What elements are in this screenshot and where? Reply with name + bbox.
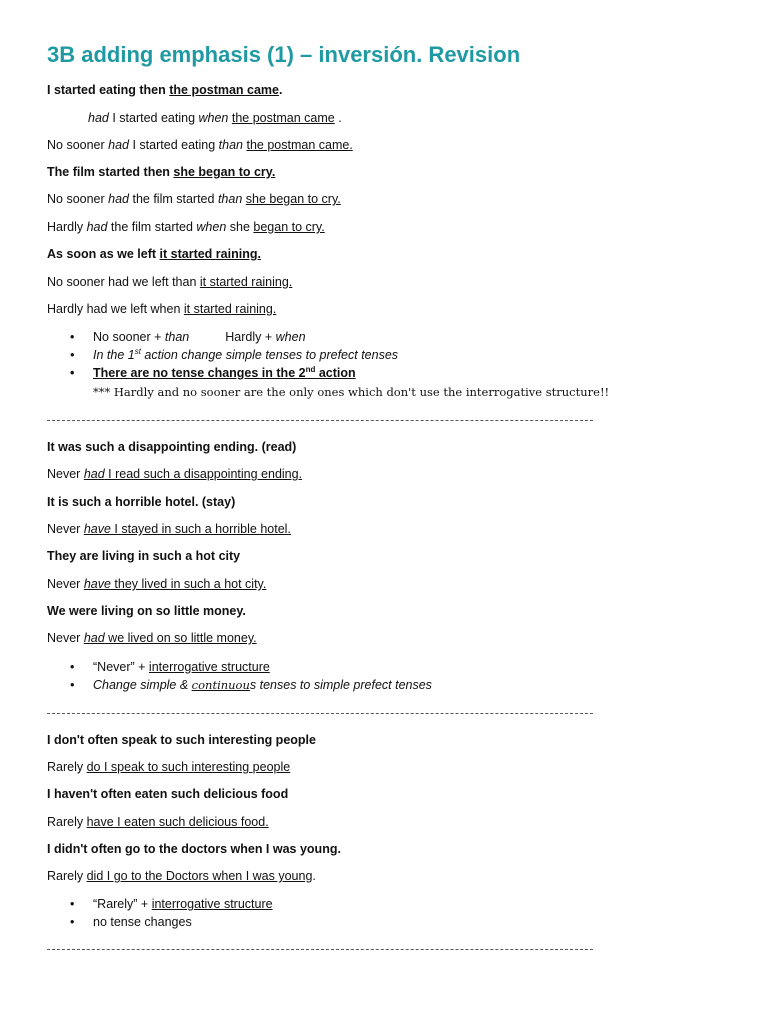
text: Never [47, 467, 84, 481]
bullet-item [70, 659, 270, 675]
italic-text: than [217, 192, 243, 206]
sentence: I don't often speak to such interesting people [47, 733, 316, 747]
italic-text: had [86, 220, 108, 234]
bullet-item [70, 365, 356, 381]
text: As soon as we left [47, 247, 160, 261]
note: *** Hardly and no sooner are the only ones which don't use the interrogative structure!! [93, 385, 610, 399]
underlined-text: the postman came [231, 111, 335, 125]
sentence: It is such a horrible hotel. (stay) [47, 495, 236, 509]
sentence [47, 814, 269, 830]
sentence [47, 521, 291, 537]
sentence: They are living in such a hot city [47, 549, 241, 563]
underlined-text: continuou [191, 678, 250, 692]
italic-text: when [275, 330, 306, 344]
bullet-icon: • [70, 678, 75, 692]
text: Hardly [47, 220, 87, 234]
sentence [47, 164, 275, 180]
sentence [88, 110, 342, 126]
sentence [47, 82, 283, 98]
underlined-text: did I go to the Doctors when I was young [86, 869, 313, 883]
bullet-icon: • [70, 915, 75, 929]
text: In the 1 [93, 348, 135, 362]
underlined-text: began to cry. [253, 220, 325, 234]
underlined-text: the postman came. [246, 138, 353, 152]
sentence [47, 274, 292, 290]
underlined-text: it started raining. [199, 275, 293, 289]
italic-text: had [83, 631, 105, 645]
page-title: 3B adding emphasis (1) – inversión. Revision [47, 42, 521, 67]
sentence: We were living on so little money. [47, 604, 246, 618]
bullet-icon: • [70, 897, 75, 911]
text: No sooner had we left than [47, 275, 200, 289]
underlined-text: interrogative structure [151, 897, 273, 911]
text: Never [47, 577, 84, 591]
underlined-text: it started raining. [183, 302, 277, 316]
sentence [47, 301, 276, 317]
text: Change simple & [93, 678, 192, 692]
text: Hardly had we left when [47, 302, 184, 316]
text: the film started [107, 220, 197, 234]
bullet-icon: • [70, 348, 75, 362]
sentence [47, 868, 316, 884]
dashed-divider [47, 949, 593, 950]
italic-text: had [88, 111, 109, 125]
sentence: I haven't often eaten such delicious food [47, 787, 289, 801]
underlined-text: we lived on so little money. [104, 631, 257, 645]
text: No sooner [47, 192, 109, 206]
text: No sooner [47, 138, 109, 152]
text: Rarely [47, 815, 87, 829]
dashed-divider [47, 420, 593, 421]
underlined-text: she began to cry. [245, 192, 341, 206]
text: . [334, 111, 342, 125]
sentence [47, 191, 341, 207]
underlined-text: she began to cry. [173, 165, 276, 179]
dashed-divider [47, 713, 593, 714]
underlined-text: have I eaten such delicious food. [86, 815, 269, 829]
superscript: st [134, 346, 141, 356]
text: s tenses to simple prefect tenses [249, 678, 432, 692]
underlined-text [93, 366, 356, 380]
text: action change simple tenses to prefect tenses [140, 348, 399, 362]
italic-text: when [198, 111, 229, 125]
sentence: I didn't often go to the doctors when I was young. [47, 842, 341, 856]
text: “Never” + [93, 660, 149, 674]
superscript: nd [305, 364, 316, 374]
sentence [47, 576, 266, 592]
sentence [47, 219, 325, 235]
text: action [315, 366, 356, 380]
text: . [312, 869, 316, 883]
text: she [226, 220, 254, 234]
text: There are no tense changes in the 2 [93, 366, 306, 380]
bullet-item [70, 914, 192, 930]
bullet-item [70, 347, 398, 363]
text: Rarely [47, 869, 87, 883]
bullet-icon: • [70, 660, 75, 674]
text: The film started then [47, 165, 174, 179]
sentence [47, 466, 302, 482]
bullet-icon: • [70, 366, 75, 380]
bullet-item [70, 896, 273, 912]
bullet-item [70, 677, 432, 693]
italic-text: had [83, 467, 105, 481]
text: I started eating then [47, 83, 170, 97]
text: No sooner + [93, 330, 165, 344]
underlined-text: I stayed in such a horrible hotel. [110, 522, 291, 536]
bullet-item [70, 329, 306, 345]
text: Never [47, 631, 84, 645]
sentence [47, 246, 261, 262]
text: Hardly + [225, 330, 276, 344]
italic-text: had [108, 138, 130, 152]
italic-text: when [196, 220, 227, 234]
text: the film started [129, 192, 218, 206]
italic-text: than [164, 330, 190, 344]
sentence [47, 137, 353, 153]
text: “Rarely” + [93, 897, 152, 911]
sentence: It was such a disappointing ending. (read) [47, 440, 297, 454]
underlined-text: interrogative structure [148, 660, 270, 674]
sentence [47, 759, 290, 775]
text: Rarely [47, 760, 87, 774]
underlined-text: they lived in such a hot city. [110, 577, 267, 591]
bullet-icon: • [70, 330, 75, 344]
underlined-text: it started raining. [159, 247, 261, 261]
italic-text: have [83, 522, 111, 536]
underlined-text: the postman came [169, 83, 280, 97]
text: I started eating [108, 111, 199, 125]
text: I started eating [129, 138, 219, 152]
text: no tense changes [93, 915, 192, 929]
italic-text: had [108, 192, 130, 206]
underlined-text: do I speak to such interesting people [86, 760, 291, 774]
italic-text: than [218, 138, 243, 152]
underlined-text: I read such a disappointing ending. [104, 467, 303, 481]
text: . [279, 83, 283, 97]
italic-text: have [83, 577, 111, 591]
sentence [47, 630, 257, 646]
text: Never [47, 522, 84, 536]
